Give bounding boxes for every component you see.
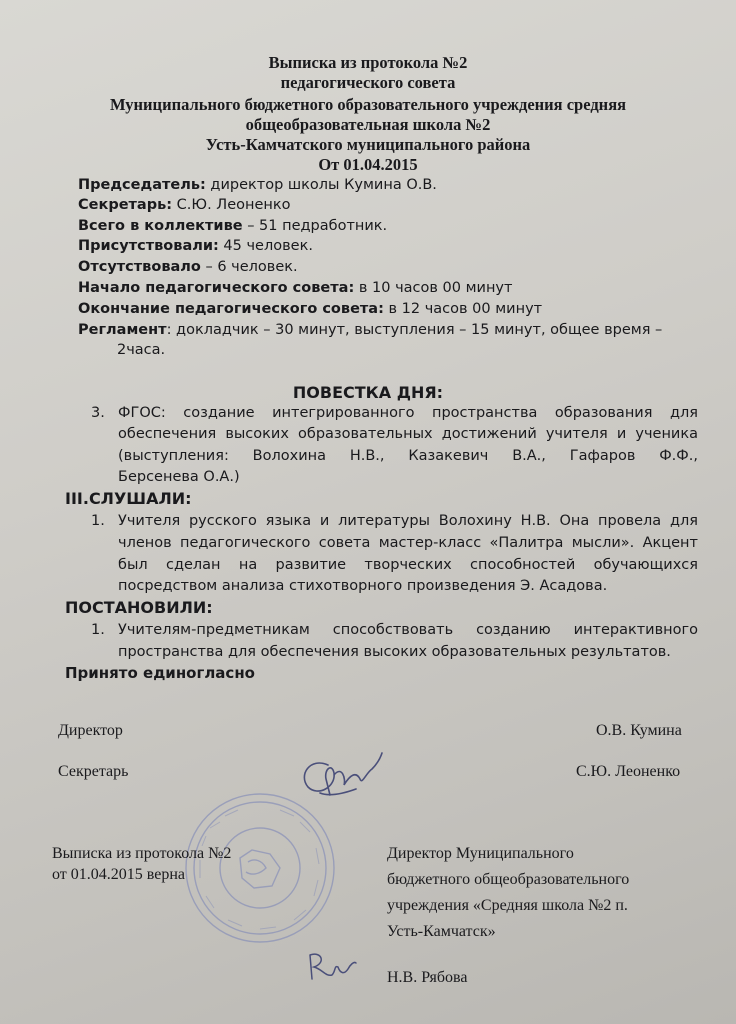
agenda-line-2: обеспечения высоких образовательных достижений учителя и ученика [118, 426, 698, 442]
heard-line-1: Учителя русского языка и литературы Волохину Н.В. Она провела для [118, 513, 698, 529]
total-value: – 51 педработник. [242, 218, 388, 234]
agenda-item-number: 3. [91, 405, 105, 421]
start-field [78, 280, 512, 296]
protocol-date: От 01.04.2015 [318, 155, 418, 174]
resolved-item-number: 1. [91, 622, 105, 638]
agenda-line-1: ФГОС: создание интегрированного пространства образования для [118, 405, 698, 421]
unanimous-note: Принято единогласно [65, 664, 255, 682]
cert-right-line-4: Усть-Камчатск» [387, 923, 496, 940]
director-label: Директор [58, 722, 123, 739]
header-line-4: общеобразовательная школа №2 [245, 115, 491, 134]
rules-label: Регламент [78, 322, 167, 338]
agenda-line-4: Берсенева О.А.) [118, 469, 240, 485]
official-stamp [180, 788, 340, 948]
header-line-1: Выписка из протокола №2 [268, 53, 468, 72]
director-name: О.В. Кумина [596, 722, 682, 739]
total-label: Всего в коллективе [78, 218, 243, 234]
start-value: в 10 часов 00 минут [354, 280, 513, 296]
rules-value-cont: 2часа. [117, 342, 166, 358]
resolved-line-2: пространства для обеспечения высоких образовательных результатов. [118, 644, 671, 660]
secretary-sign-label: Секретарь [58, 763, 129, 780]
present-label: Присутствовали: [78, 238, 219, 254]
secretary-field [78, 197, 291, 213]
secretary-name: С.Ю. Леоненко [576, 763, 681, 780]
resolved-title: ПОСТАНОВИЛИ: [65, 598, 213, 617]
secretary-label: Секретарь: [78, 197, 173, 213]
start-label: Начало педагогического совета: [78, 280, 355, 296]
present-value: 45 человек. [218, 238, 313, 254]
chair-label: Председатель: [78, 177, 206, 193]
heard-title: III.СЛУШАЛИ: [65, 489, 192, 508]
end-field [78, 301, 542, 317]
heard-line-3: был сделан на развитие творческих способностей обучающихся [118, 557, 698, 573]
cert-right-line-1: Директор Муниципального [387, 845, 574, 862]
rules-field [78, 322, 662, 338]
cert-left-line-1: Выписка из протокола №2 [52, 845, 232, 862]
chair-value: директор школы Кумина О.В. [205, 177, 437, 193]
header-line-5: Усть-Камчатского муниципального района [205, 135, 531, 154]
cert-right-line-2: бюджетного общеобразовательного [387, 871, 630, 888]
absent-field [78, 259, 298, 275]
heard-line-2: членов педагогического совета мастер-класс «Палитра мысли». Акцент [118, 535, 698, 551]
director-signature [300, 945, 360, 985]
absent-value: – 6 человек. [200, 259, 298, 275]
cert-left-line-2: от 01.04.2015 верна [52, 866, 186, 883]
agenda-line-3: (выступления: Волохина Н.В., Казакевич В.А., Гафаров Ф.Ф., [118, 448, 698, 464]
total-field [78, 218, 387, 234]
rules-value: : докладчик – 30 минут, выступления – 15 минут, общее время – [166, 322, 663, 338]
end-label: Окончание педагогического совета: [78, 301, 384, 317]
heard-line-4: посредством анализа стихотворного произведения Э. Асадова. [118, 578, 608, 594]
header-line-2: педагогического совета [280, 73, 456, 92]
heard-item-number: 1. [91, 513, 105, 529]
agenda-title: ПОВЕСТКА ДНЯ: [292, 383, 444, 402]
present-field [78, 238, 313, 254]
header-line-3: Муниципального бюджетного образовательного учреждения средняя [109, 95, 627, 114]
chair-field [78, 177, 437, 193]
secretary-value: С.Ю. Леоненко [172, 197, 291, 213]
absent-label: Отсутствовало [78, 259, 201, 275]
resolved-line-1: Учителям-предметникам способствовать созданию интерактивного [118, 622, 698, 638]
end-value: в 12 часов 00 минут [383, 301, 543, 317]
cert-right-line-3: учреждения «Средняя школа №2 п. [387, 897, 628, 914]
cert-signer-name: Н.В. Рябова [387, 969, 468, 986]
